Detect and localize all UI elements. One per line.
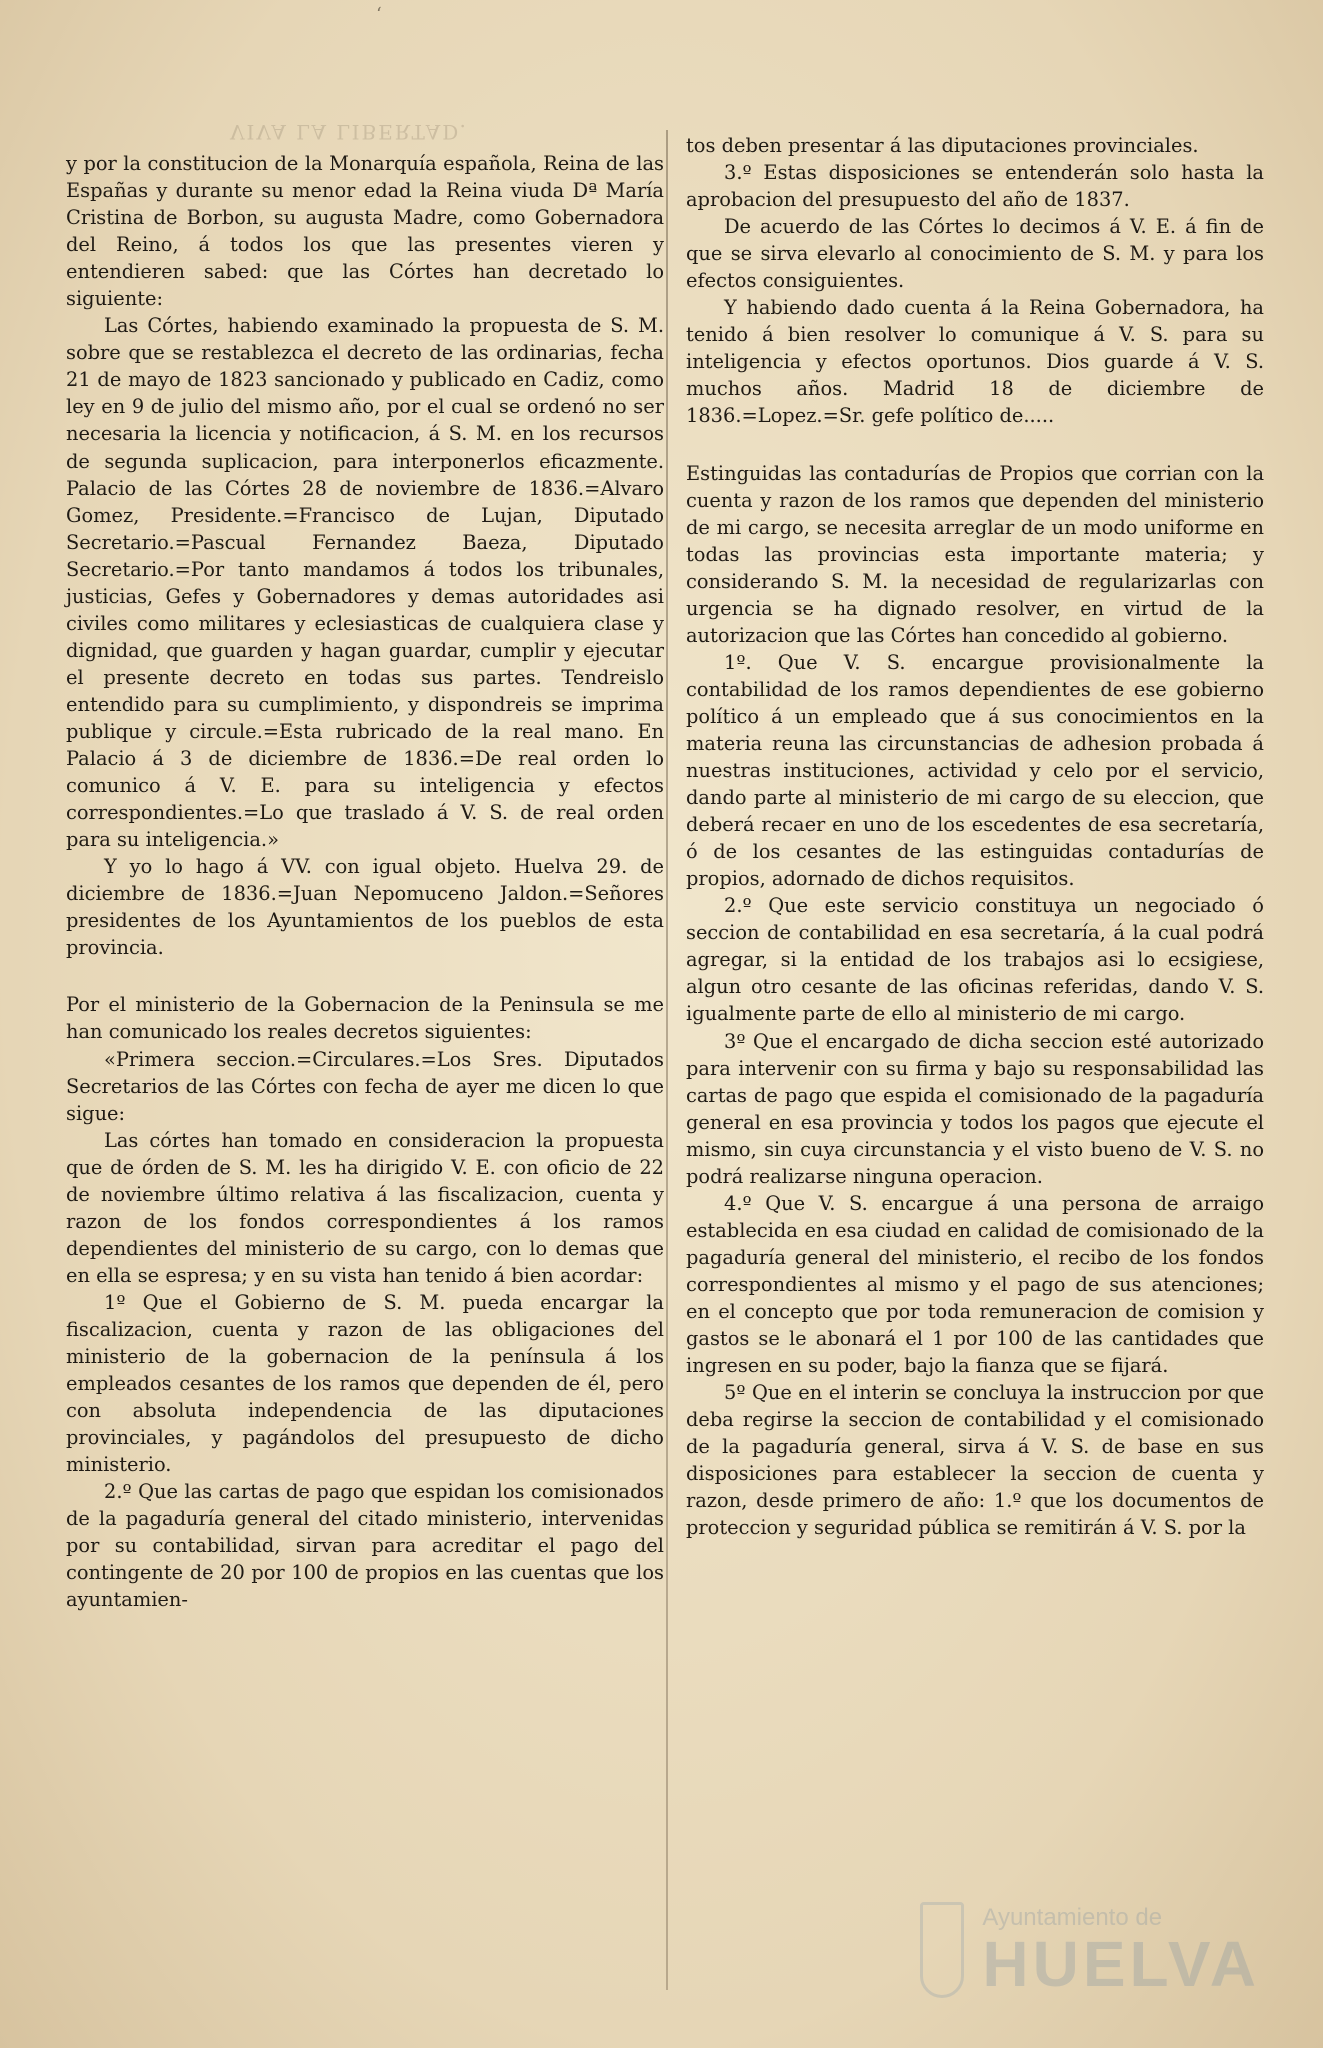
city-shield-icon <box>920 1902 964 1998</box>
paragraph: Estinguidas las contadurías de Propios que corrian con la cuenta y razon de los ramos que dependen del ministerio de mi cargo, se necesita arreglar de un modo uniforme en todas las provincias esta importante materia; y considerando S. M. la necesidad de regularizarlas con urgencia se ha dignado resolver, en virtud de la autorizacion que las Córtes han concedido al gobierno. <box>686 461 1264 647</box>
watermark-text <box>982 1904 1260 2000</box>
paragraph: 3º Que el encargado de dicha seccion esté autorizado para intervenir con su firma y bajo su responsabilidad las cartas de pago que espida el comisionado de la pagaduría general en esa provincia y todos los pagos que ejecute el mismo, sin cuya circunstancia y el visto bueno de V. S. no podrá realizarse ninguna operacion. <box>686 1029 1264 1188</box>
paragraph: Por el ministerio de la Gobernacion de la Peninsula se me han comunicado los reales decretos siguientes: <box>66 993 664 1044</box>
paragraph: De acuerdo de las Córtes lo decimos á V. E. á fin de que se sirva elevarlo al conocimiento de S. M. y para los efectos consiguientes. <box>686 215 1264 293</box>
paragraph: 5º Que en el interin se concluya la instruccion por que deba regirse la seccion de contabilidad y el comisionado de la pagaduría general, sirva á V. S. de base en sus disposiciones para establecer la seccion de cuenta y razon, desde primero de año: 1.º que los documentos de proteccion y seguridad pública se remitirán á V. S. por la <box>686 1381 1264 1540</box>
paragraph: Las córtes han tomado en consideracion la propuesta que de órden de S. M. les ha dirigido V. E. con oficio de 22 de noviembre último relativa á las fiscalizacion, cuenta y razon de los fondos correspondientes á los ramos dependientes del ministerio de su cargo, con lo demas que en ella se espresa; y en su vista han tenido á bien acordar: <box>66 1128 664 1287</box>
paragraph: Y yo lo hago á VV. con igual objeto. Huelva 29. de diciembre de 1836.=Juan Nepomuceno Jaldon.=Señores presidentes de los Ayuntamientos de los pueblos de esta provincia. <box>66 855 664 960</box>
paragraph: 2.º Que las cartas de pago que espidan los comisionados de la pagaduría general del citado ministerio, intervenidas por su contabilidad, sirvan para acreditar el pago del contingente de 20 por 100 de propios en las cuentas que los ayuntamien- <box>66 1480 664 1612</box>
page-mark: ‘ <box>376 4 382 25</box>
column-divider <box>666 130 668 1990</box>
paragraph: 2.º Que este servicio constituya un negociado ó seccion de contabilidad en esa secretaría, á la cual podrá agregar, si la entidad de los trabajos asi lo ecsigiese, algun otro cesante de las oficinas referidas, dando V. S. igualmente parte de ello al ministerio de mi cargo. <box>686 894 1264 1026</box>
left-column <box>66 150 664 1613</box>
paragraph: y por la constitucion de la Monarquía española, Reina de las Españas y durante su menor edad la Reina viuda Dª María Cristina de Borbon, su augusta Madre, como Gobernadora del Reino, á todos los que las presentes vieren y entendieren sabed: que las Córtes han decretado lo siguiente: <box>66 152 664 311</box>
watermark-line2: HUELVA <box>982 1928 1260 2000</box>
right-column <box>686 132 1264 1541</box>
paragraph: 4.º Que V. S. encargue á una persona de arraigo establecida en esa ciudad en calidad de comisionado de la pagaduría general del ministerio, el recibo de los fondos correspondientes al mismo y el pago de sus atenciones; en el concepto que por toda remuneracion de comision y gastos se le abonará el 1 por 100 de las cantidades que ingresen en su poder, bajo la fianza que se fijará. <box>686 1191 1264 1378</box>
paragraph: Y habiendo dado cuenta á la Reina Gobernadora, ha tenido á bien resolver lo comunique á V. S. para su inteligencia y efectos oportunos. Dios guarde á V. S. muchos años. Madrid 18 de diciembre de 1836.=Lopez.=Sr. gefe político de..... <box>686 296 1264 428</box>
watermark-line1: Ayuntamiento de <box>982 1904 1163 1931</box>
paragraph: Las Córtes, habiendo examinado la propuesta de S. M. sobre que se restablezca el decreto de las ordinarias, fecha 21 de mayo de 1823 sancionado y publicado en Cadiz, como ley en 9 de julio del mismo año, por el cual se ordenó no ser necesaria la licencia y notificacion, á S. M. en los recursos de segunda suplicacion, para interponerlos eficazmente. Palacio de las Córtes 28 de noviembre de 1836.=Alvaro Gomez, Presidente.=Francisco de Lujan, Diputado Secretario.=Pascual Fernandez Baeza, Diputado Secretario.=Por tanto mandamos á todos los tribunales, justicias, Gefes y Gobernadores y demas autoridades asi civiles como militares y eclesiasticas de cualquiera clase y dignidad, que guarden y hagan guardar, cumplir y ejecutar el presente decreto en todas sus partes. Tendreislo entendido para su cumplimiento, y dispondreis se imprima publique y circule.=Esta rubricado de la real mano. En Palacio á 3 de diciembre de 1836.=De real orden lo comunico á V. E. para su inteligencia y efectos correspondientes.=Lo que traslado á V. S. de real orden para su inteligencia.» <box>66 314 664 852</box>
paragraph: 1º Que el Gobierno de S. M. pueda encargar la fiscalizacion, cuenta y razon de las obligaciones del ministerio de la gobernacion de la península á los empleados cesantes de los ramos que dependen de él, pero con absoluta independencia de las diputaciones provinciales, y pagándolos del presupuesto de dicho ministerio. <box>66 1290 664 1477</box>
bleed-through-text: VIVA LA LIBERTAD. <box>230 120 468 144</box>
paragraph: 3.º Estas disposiciones se entenderán solo hasta la aprobacion del presupuesto del año de 1837. <box>686 161 1264 212</box>
archive-watermark <box>920 1890 1260 2010</box>
paragraph: 1º. Que V. S. encargue provisionalmente la contabilidad de los ramos dependientes de ese gobierno político á un empleado que á sus conocimientos en la materia reuna las circunstancias de adhesion probada á nuestras instituciones, actividad y celo por el servicio, dando parte al ministerio de mi cargo de su eleccion, que deberá recaer en uno de los escedentes de esa secretaría, ó de los cesantes de las estinguidas contadurías de propios, adornado de dichos requisitos. <box>686 650 1264 891</box>
paragraph: «Primera seccion.=Circulares.=Los Sres. Diputados Secretarios de las Córtes con fecha de ayer me dicen lo que sigue: <box>66 1047 664 1125</box>
paragraph: tos deben presentar á las diputaciones provinciales. <box>686 134 1199 157</box>
